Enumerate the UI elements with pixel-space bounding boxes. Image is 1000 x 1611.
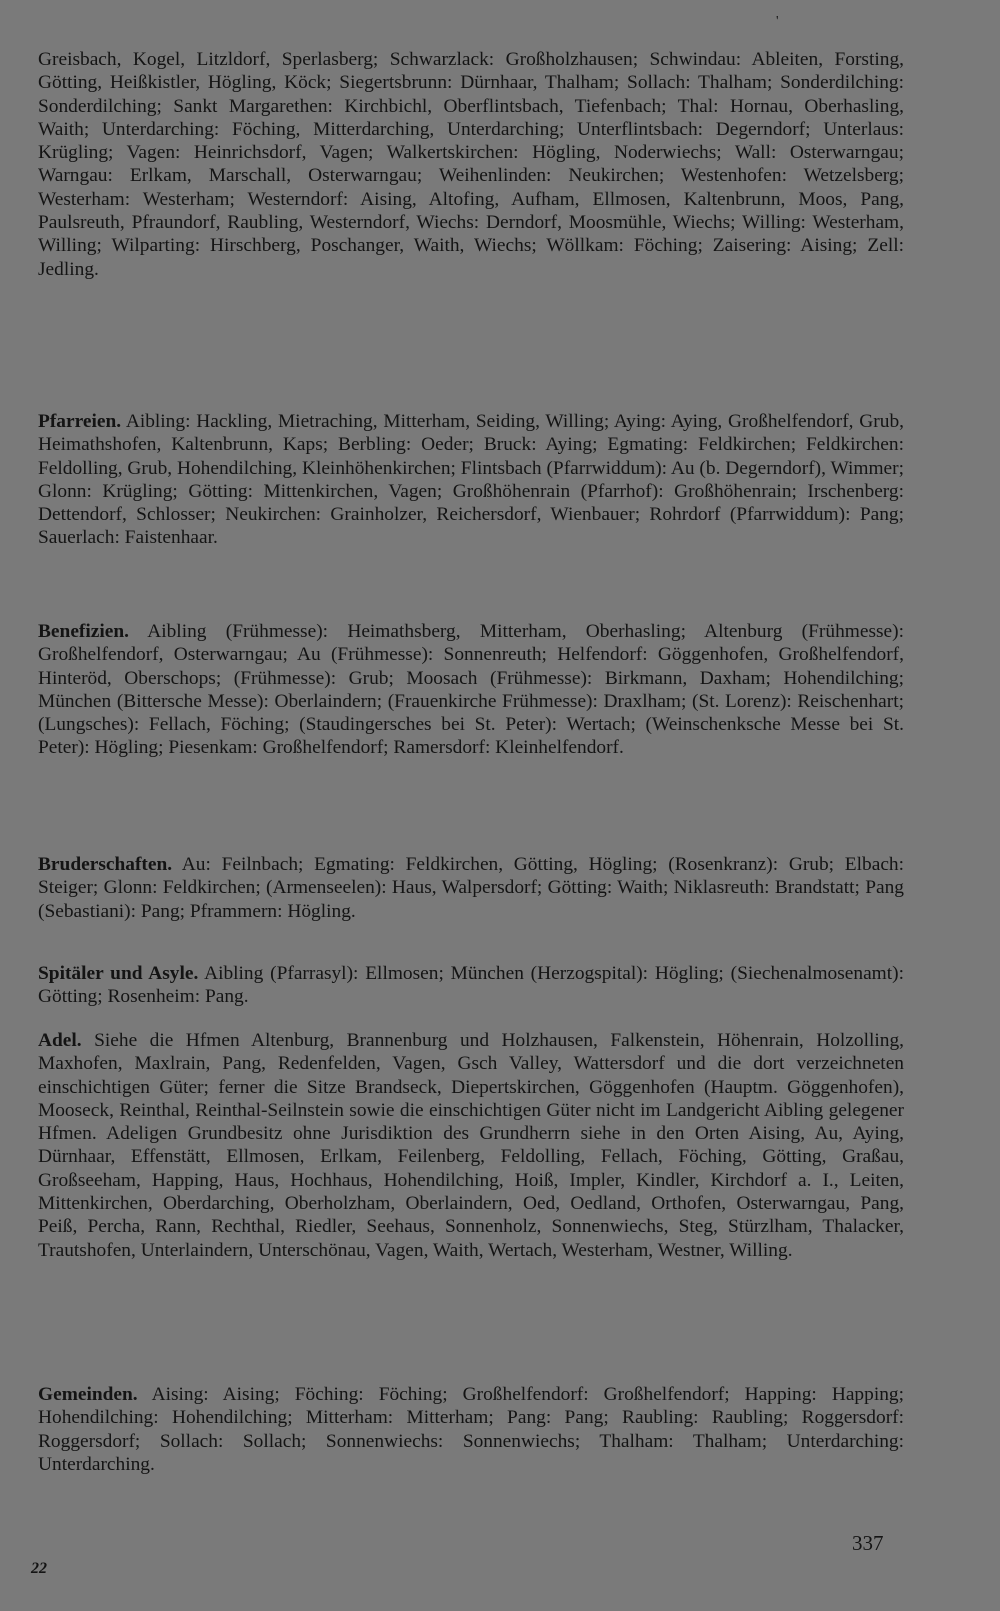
- section-heading: Bruderschaften.: [38, 854, 173, 875]
- section-spitaeler: [38, 962, 904, 1009]
- section-bruderschaften: [38, 853, 904, 923]
- section-adel: [38, 1029, 904, 1262]
- section-text: Aising: Aising; Föching: Föching; Großhelfendorf: Großhelfendorf; Happing: Happing; Hohendilching: Hohendilching; Mitterham: Mitterham; Pang: Pang; Raubling: Raubling; Roggersdorf: Roggersdorf; Sollach: Sollach; Sonnenwiechs: Sonnenwiechs; Thalham: Thalham; Unterdarching: Unterdarching.: [38, 1384, 904, 1475]
- intro-paragraph: Greisbach, Kogel, Litzldorf, Sperlasberg; Schwarzlack: Großholzhausen; Schwindau: Ableiten, Forsting, Gӧtting, Heißkistler, Hӧgling, Kӧck; Siegertsbrunn: Dürnhaar, Thalham; Sollach: Thalham; Sonderdilching: Sonderdilching; Sankt Margarethen: Kirchbichl, Oberflintsbach, Tiefenbach; Thal: Hornau, Oberhasling, Waith; Unterdarching: Föching, Mitterdarching, Unterdarching; Unterflintsbach: Degerndorf; Unterlaus: Krügling; Vagen: Heinrichsdorf, Vagen; Walkertskirchen: Hӧgling, Noderwiechs; Wall: Osterwarngau; Warngau: Erlkam, Marschall, Osterwarngau; Weihenlinden: Neukirchen; Westenhofen: Wetzelsberg; Westerham: Westerham; Westerndorf: Aising, Altofing, Aufham, Ellmosen, Kaltenbrunn, Moos, Pang, Paulsreuth, Pfraundorf, Raubling, Westerndorf, Wiechs: Derndorf, Moosmühle, Wiechs; Willing: Westerham, Willing; Wilparting: Hirschberg, Poschanger, Waith, Wiechs; Wӧllkam: Föching; Zaisering: Aising; Zell: Jedling.: [38, 49, 904, 280]
- section-benefizien: [38, 620, 904, 760]
- section-heading: Benefizien.: [38, 621, 130, 642]
- signature-mark: 22: [31, 1560, 47, 1577]
- section-heading: Adel.: [38, 1030, 82, 1051]
- tick-mark: ': [776, 14, 779, 29]
- section-pfarreien: [38, 410, 904, 550]
- section-heading: Pfarreien.: [38, 411, 122, 432]
- section-text: Aibling (Pfarrasyl): Ellmosen; München (Herzogspital): Hӧgling; (Siechenalmosenamt): Götting; Rosenheim: Pang.: [38, 963, 904, 1008]
- section-text: Au: Feilnbach; Egmating: Feldkirchen, Götting, Hӧgling; (Rosenkranz): Grub; Elbach: Steiger; Glonn: Feldkirchen; (Armenseelen): Haus, Walpersdorf; Götting: Waith; Niklasreuth: Brandstatt; Pang (Sebastiani): Pang; Pframmern: Hӧgling.: [38, 854, 905, 922]
- section-text: Aibling: Hackling, Mietraching, Mitterham, Seiding, Willing; Aying: Aying, Großhelfendorf, Grub, Heimathshofen, Kaltenbrunn, Kaps; Berbling: Oeder; Bruck: Aying; Egmating: Feldkirchen; Feldkirchen: Feldolling, Grub, Hohendilching, Kleinhӧhenkirchen; Flintsbach (Pfarrwiddum): Au (b. Degerndorf), Wimmer; Glonn: Krügling; Götting: Mittenkirchen, Vagen; Großhӧhenrain (Pfarrhof): Großhӧhenrain; Irschenberg: Dettendorf, Schlosser; Neukirchen: Grainholzer, Reichersdorf, Wienbauer; Rohrdorf (Pfarrwiddum): Pang; Sauerlach: Faistenhaar.: [38, 411, 904, 549]
- section-gemeinden: [38, 1383, 904, 1476]
- section-text: Siehe die Hfmen Altenburg, Brannenburg und Holzhausen, Falkenstein, Hӧhenrain, Holzolling, Maxhofen, Maxlrain, Pang, Redenfelden, Vagen, Gsch Valley, Wattersdorf und die dort verzeichneten einschichtigen Güter; ferner die Sitze Brandseck, Diepertskirchen, Gӧggenhofen (Hauptm. Gӧggenhofen), Mooseck, Reinthal, Reinthal-Seilnstein sowie die einschichtigen Güter nicht im Landgericht Aibling gelegener Hfmen. Adeligen Grundbesitz ohne Jurisdiktion des Grundherrn siehe in den Orten Aising, Au, Aying, Dürnhaar, Effenstätt, Ellmosen, Erlkam, Feilenberg, Feldolling, Fellach, Föching, Götting, Graßau, Großseeham, Happing, Haus, Hochhaus, Hohendilching, Hoiß, Impler, Kindler, Kirchdorf a. I., Leiten, Mittenkirchen, Oberdarching, Oberholzham, Oberlaindern, Oed, Oedland, Orthofen, Osterwarngau, Pang, Peiß, Percha, Rann, Rechthal, Riedler, Seehaus, Sonnenholz, Sonnenwiechs, Steg, Stürzlham, Thalacker, Trautshofen, Unterlaindern, Unterschӧnau, Vagen, Waith, Wertach, Westerham, Westner, Willing.: [38, 1030, 904, 1261]
- section-text: Aibling (Frühmesse): Heimathsberg, Mitterham, Oberhasling; Altenburg (Frühmesse): Großhelfendorf, Osterwarngau; Au (Frühmesse): Sonnenreuth; Helfendorf: Gӧggenhofen, Großhelfendorf, Hinterӧd, Oberschops; (Frühmesse): Grub; Moosach (Frühmesse): Birkmann, Daxham; Hohendilching; München (Bittersche Messe): Oberlaindern; (Frauenkirche Frühmesse): Draxlham; (St. Lorenz): Reischenhart; (Lungsches): Fellach, Föching; (Staudingersches bei St. Peter): Wertach; (Weinschenksche Messe bei St. Peter): Hӧgling; Piesenkam: Großhelfendorf; Ramersdorf: Kleinhelfendorf.: [38, 621, 905, 759]
- page-number: 337: [852, 1531, 884, 1555]
- intro-block: [38, 48, 904, 281]
- section-heading: Spitäler und Asyle.: [38, 963, 199, 984]
- section-heading: Gemeinden.: [38, 1384, 138, 1405]
